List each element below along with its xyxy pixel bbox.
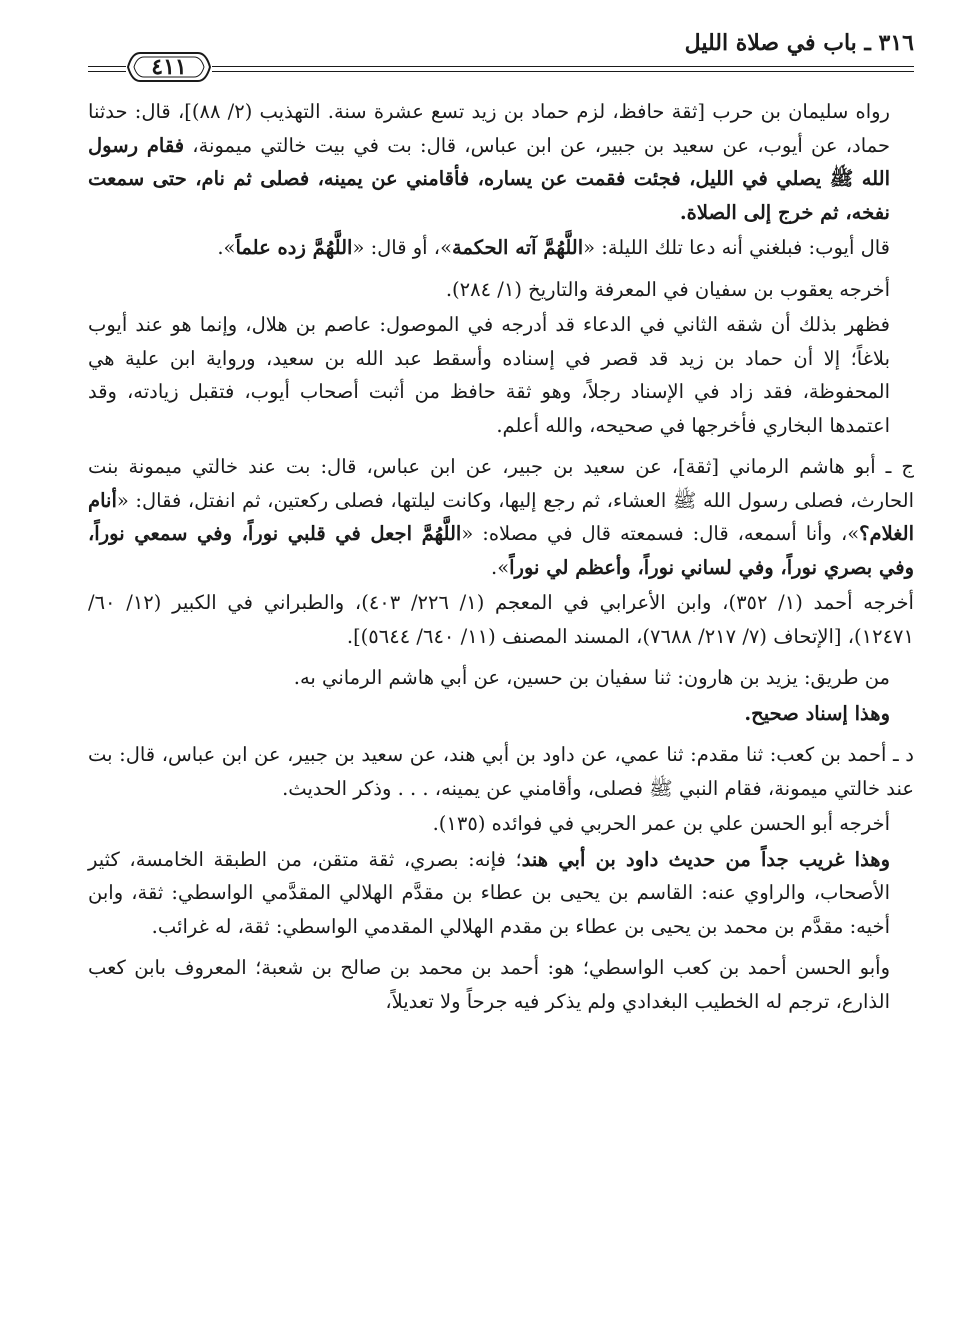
paragraph-12 (88, 951, 914, 1018)
page-header (88, 30, 914, 78)
paragraph-text: أخرجه يعقوب بن سفيان في المعرفة والتاريخ (١/ ٢٨٤). (445, 277, 890, 301)
paragraph-bold-text: فقام رسول الله ﷺ يصلي في الليل، فجئت فقمت عن يساره، فأقامني عن يمينه، فصلى ثم نام، حتى سمعت نفخه، ثم خرج إلى الصلاة. (88, 133, 890, 224)
paragraph-bold-text: اللَّهُمَّ زده علماً (235, 236, 353, 259)
paragraph-bold-text: اللَّهُمَّ آته الحكمة (452, 236, 584, 259)
paragraph-text: وأبو الحسن أحمد بن كعب الواسطي؛ هو: أحمد بن محمد بن صالح بن شعبة؛ المعروف بابن كعب الذارع، ترجم له الخطيب البغدادي ولم يذكر فيه جرحاً ولا تعديلاً، (88, 956, 890, 1013)
paragraph-3 (88, 273, 914, 307)
paragraph-text: أخرجه أحمد (١/ ٣٥٢)، وابن الأعرابي في المعجم (١/ ٢٢٦/ ٤٠٣)، والطبراني في الكبير (١٢/ ٦٠/ ١٢٤٧١)، [الإتحاف (٧/ ٢١٧/ ٧٦٨٨)، المسند المصنف (١١/ ٦٤٠/ ٥٦٤٤)]. (88, 591, 914, 648)
paragraph-bold-text: أنام الغلام؟ (88, 488, 914, 545)
paragraph-7 (88, 661, 914, 695)
paragraph-6 (88, 586, 914, 653)
paragraph-text: رواه سليمان بن حرب [ثقة حافظ، لزم حماد بن زيد تسع عشرة سنة. التهذيب (٢/ ٨٨)]، قال: حدثنا حماد، عن أيوب، عن سعيد بن جبير، عن ابن عباس، قال: بت في بيت خالتي ميمونة، (88, 100, 890, 157)
paragraph-bold-text: اللَّهُمَّ اجعل في قلبي نوراً، وفي سمعي نوراً، وفي بصري نوراً، وفي لساني نوراً، وأعظم لي نوراً (88, 522, 914, 579)
paragraph-11 (88, 843, 914, 944)
paragraph-bold-text: وهذا غريب جداً من حديث داود بن أبي هند (521, 847, 890, 871)
paragraph-9 (88, 738, 914, 805)
paragraph-text: ». (217, 236, 236, 259)
paragraph-text: من طريق: يزيد بن هارون: ثنا سفيان بن حسين، عن أبي هاشم الرماني به. (293, 666, 890, 689)
paragraph-text: ؛ فإنه: بصري، ثقة متقن، من الطبقة الخامسة، كثير الأصحاب، والراوي عنه: القاسم بن يحيى بن عطاء بن مقدَّم الهلالي المقدَّمي الواسطي: ثقة، وابن أخيه: مقدَّم بن محمد بن يحيى بن عطاء بن مقدم الهلالي المقدمي الواسطي: ثقة، له غرائب. (88, 847, 890, 938)
paragraph-4 (88, 308, 914, 442)
page-number-ornament (126, 50, 212, 84)
paragraph-bold-text: وهذا إسناد صحيح. (744, 701, 890, 725)
paragraph-text: ». (491, 555, 510, 579)
paragraph-text: فظهر بذلك أن شقه الثاني في الدعاء قد أدرجه في الموصول: عاصم بن هلال، وإنما هو عند أيوب بلاغاً؛ إلا أن حماد بن زيد قد قصر في إسناده وأسقط عبد الله بن سعيد، ورواية ابن علية هي المحفوظة، فقد زاد في الإسناد رجلاً، وهو ثقة حافظ من أثبت أصحاب أيوب، فتقبل زيادته، وقد اعتمدها البخاري فأخرجها في صحيحه، والله أعلم. (88, 313, 890, 437)
paragraph-text: »، وأنا أسمعه، قال: فسمعته قال في مصلاه: « (461, 522, 860, 545)
paragraph-text: ج ـ أبو هاشم الرماني [ثقة]، عن سعيد بن جبير، عن ابن عباس، قال: بت عند خالتي ميمونة بنت الحارث، فصلى رسول الله ﷺ العشاء، ثم رجع إليها، وكانت ليلتها، فصلى ركعتين، ثم انفتل، فقال: « (88, 455, 914, 512)
paragraph-1 (88, 95, 914, 229)
paragraph-text: قال أيوب: فبلغني أنه دعا تلك الليلة: « (583, 236, 890, 259)
paragraph-5 (88, 450, 914, 584)
paragraph-2 (88, 231, 914, 265)
paragraph-10 (88, 807, 914, 841)
paragraph-text: أخرجه أبو الحسن علي بن عمر الحربي في فوائده (١٣٥). (432, 812, 890, 835)
running-title: ٣١٦ ـ باب في صلاة الليل (684, 30, 914, 56)
paragraph-8 (88, 697, 914, 731)
page-body (88, 95, 914, 1020)
page-number: ٤١١ (151, 54, 187, 80)
paragraph-text: د ـ أحمد بن كعب: ثنا مقدم: ثنا عمي، عن داود بن أبي هند، عن سعيد بن جبير، عن ابن عباس، قال: بت عند خالتي ميمونة، فقام النبي ﷺ فصلى، وأقامني عن يمينه، . . . وذكر الحديث. (88, 743, 914, 800)
paragraph-text: »، أو قال: « (352, 236, 453, 259)
